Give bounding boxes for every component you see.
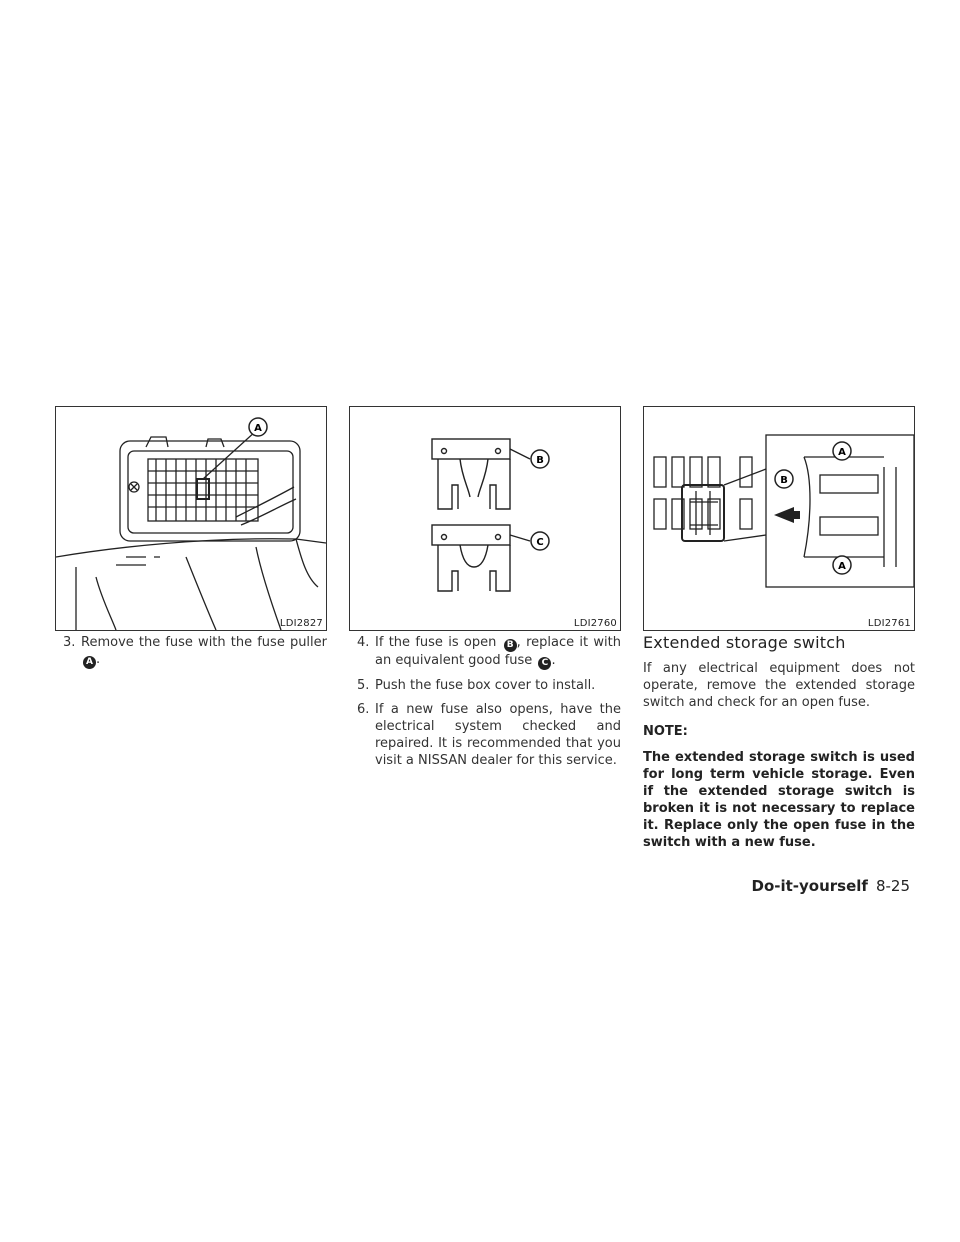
step-3 <box>55 634 327 669</box>
figure-code: LDI2760 <box>573 618 617 629</box>
storage-switch-illustration <box>644 407 914 630</box>
figure-code: LDI2827 <box>279 618 323 629</box>
step-number: 3. <box>63 635 76 650</box>
ref-b-icon: B <box>504 639 517 652</box>
callout-a: A <box>254 423 262 434</box>
step-text: Remove the fuse with the fuse puller <box>81 635 327 650</box>
column-middle <box>349 634 621 776</box>
page-footer <box>752 877 911 895</box>
punctuation: . <box>551 653 556 668</box>
intro-paragraph: If any electrical equipment does not operate, remove the extended storage switch and check for an open fuse. <box>643 661 915 710</box>
step-4 <box>349 634 621 670</box>
step-6 <box>349 701 621 769</box>
step-number: 4. <box>357 635 370 650</box>
step-text: , replace it with an equivalent good fuse <box>375 635 621 668</box>
figure-storage-switch <box>643 406 915 631</box>
step-number: 5. <box>357 678 370 693</box>
step-text: If the fuse is open <box>375 635 497 650</box>
punctuation: . <box>96 652 101 667</box>
callout-b: B <box>780 475 788 486</box>
step-5 <box>349 677 621 694</box>
figure-fuses <box>349 406 621 631</box>
step-number: 6. <box>357 702 370 717</box>
fuse-box-illustration <box>56 407 326 630</box>
page-number: 8-25 <box>875 877 910 895</box>
ref-c-icon: C <box>538 657 551 670</box>
callout-a-bottom: A <box>838 561 846 572</box>
note-heading: NOTE: <box>643 724 688 739</box>
column-left <box>55 634 327 676</box>
section-title: Extended storage switch <box>643 633 846 652</box>
note-body: The extended storage switch is used for long term vehicle storage. Even if the extended storage switch is broken it is not necessary to replace it. Replace only the open fuse in the switch with a new fuse. <box>643 750 915 850</box>
footer-section: Do-it-yourself <box>751 877 868 895</box>
figure-code: LDI2761 <box>867 618 911 629</box>
column-right <box>643 634 915 851</box>
step-text: If a new fuse also opens, have the electrical system checked and repaired. It is recommended that you visit a NISSAN dealer for this service. <box>375 702 621 768</box>
figure-fuse-box <box>55 406 327 631</box>
callout-b: B <box>536 455 544 466</box>
callout-c: C <box>536 537 544 548</box>
ref-a-icon: A <box>83 656 96 669</box>
callout-a-top: A <box>838 447 846 458</box>
step-text: Push the fuse box cover to install. <box>375 678 596 693</box>
fuse-comparison-illustration <box>350 407 620 630</box>
